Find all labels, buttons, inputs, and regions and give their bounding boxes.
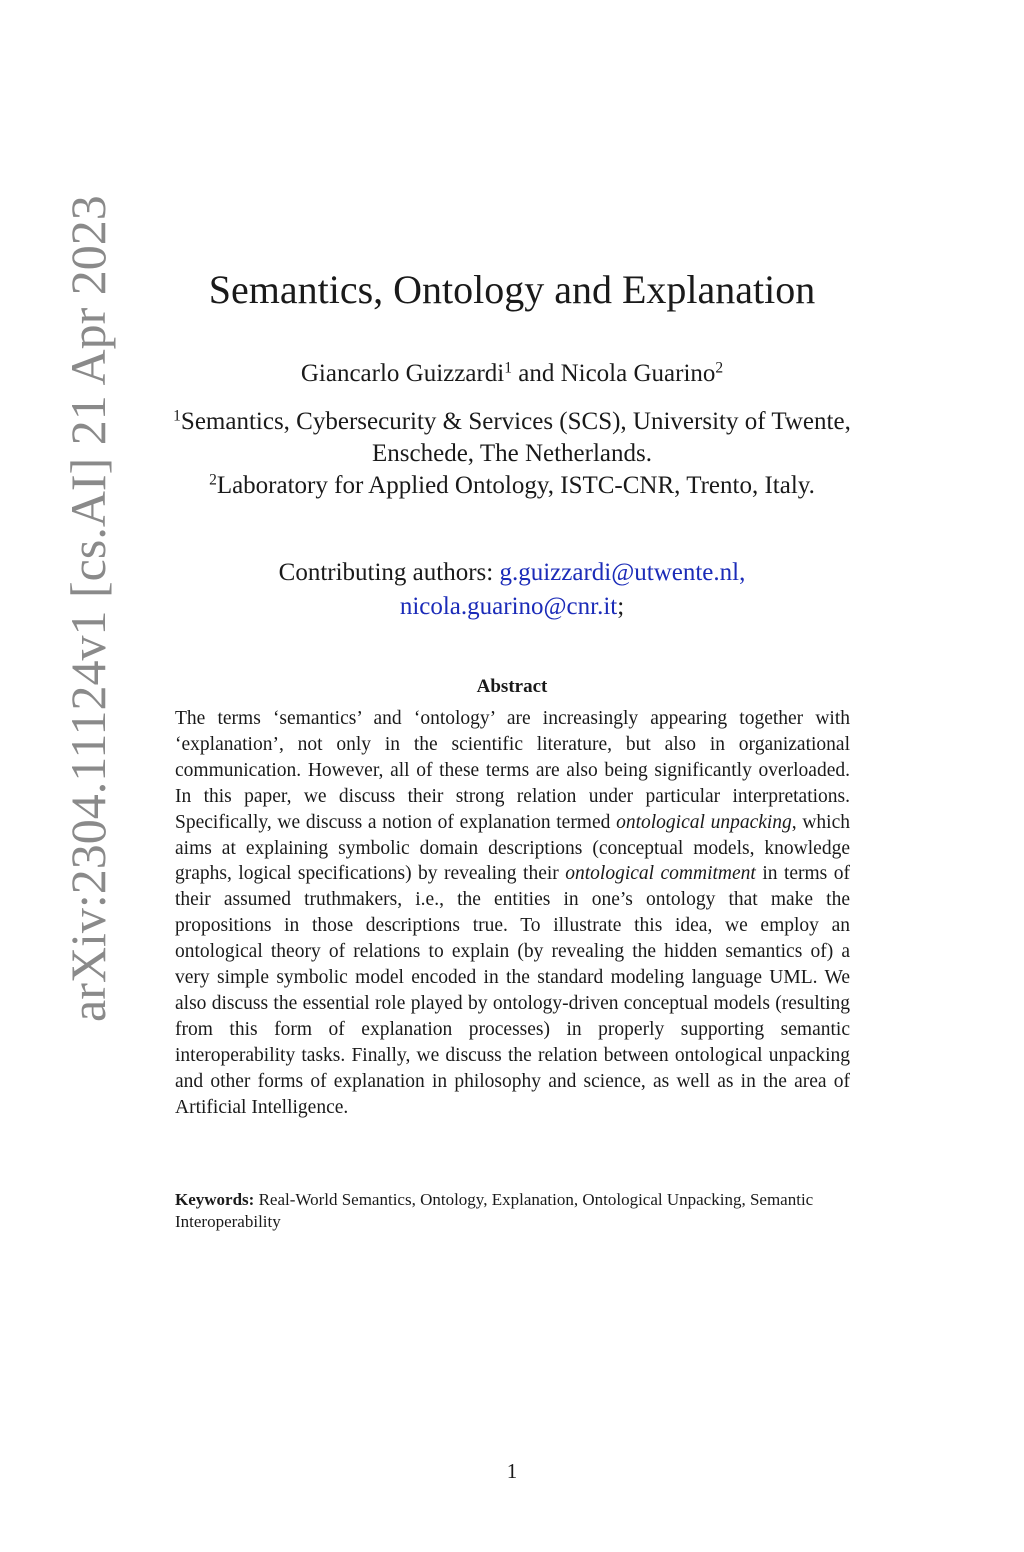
arxiv-stamp: arXiv:2304.11124v1 [cs.AI] 21 Apr 2023 xyxy=(60,195,116,1022)
affiliation xyxy=(150,406,874,470)
abstract-text: in terms of their assumed truthmakers, i.e., the entities in one’s ontology that make the propositions in those descriptions true. To illustrate this idea, we employ an ontological theory of relations to explain (by revealing the hidden semantics of) a very simple symbolic model encoded in the standard modeling language UML. We also discuss the essential role played by ontology-driven conceptual models (resulting from this form of explanation processes) in properly supporting semantic interoperability tasks. Finally, we discuss the relation between ontological unpacking and other forms of explanation in philosophy and science, as well as in the area of Artificial Intelligence. xyxy=(175,863,850,1118)
keywords-label: Keywords: xyxy=(175,1190,255,1209)
page-number: 1 xyxy=(506,1459,518,1483)
author-name: Giancarlo Guizzardi xyxy=(300,360,505,387)
affiliation xyxy=(150,470,874,502)
abstract-text: , which aims at explaining symbolic domain descriptions (conceptual models, knowledge graphs, logical specifications) by revealing their xyxy=(175,811,851,885)
contributing-suffix: ; xyxy=(617,593,625,620)
abstract-heading: Abstract xyxy=(476,676,548,697)
author-name: Nicola Guarino xyxy=(560,360,716,387)
contributing-authors xyxy=(150,556,874,624)
affiliation-mark: 1 xyxy=(173,407,181,425)
affiliations xyxy=(150,406,874,502)
keywords xyxy=(175,1189,850,1233)
author-line xyxy=(0,356,1024,392)
abstract-body xyxy=(175,706,850,1121)
abstract-emphasis: ontological commitment xyxy=(565,863,756,885)
email-link[interactable]: g.guizzardi@utwente.nl, xyxy=(499,559,746,586)
author-affiliation-mark: 1 xyxy=(504,359,512,377)
author-affiliation-mark: 2 xyxy=(715,359,724,377)
affiliation-text: Laboratory for Applied Ontology, ISTC-CNR, Trento, Italy. xyxy=(216,472,815,499)
abstract-paragraph xyxy=(175,706,850,1121)
affiliation-mark: 2 xyxy=(209,471,217,489)
contributing-label: Contributing authors: xyxy=(278,559,500,586)
abstract-emphasis: ontological unpacking xyxy=(616,811,792,833)
authors-connector: and xyxy=(511,360,561,387)
paper-title: Semantics, Ontology and Explanation xyxy=(208,267,816,312)
email-link[interactable]: nicola.guarino@cnr.it xyxy=(399,593,618,620)
abstract-text: The terms ‘semantics’ and ‘ontology’ are increasingly appearing together with ‘explanation’, not only in the scientific literature, but also in organizational communication. However, all of these terms are also being significantly overloaded. In this paper, we discuss their strong relation under particular interpretations. Specifically, we discuss a notion of explanation termed xyxy=(175,708,850,833)
affiliation-text: Semantics, Cybersecurity & Services (SCS), University of Twente, Enschede, The Netherlands. xyxy=(180,408,851,467)
keywords-text: Real-World Semantics, Ontology, Explanation, Ontological Unpacking, Semantic Interoperability xyxy=(175,1190,814,1231)
